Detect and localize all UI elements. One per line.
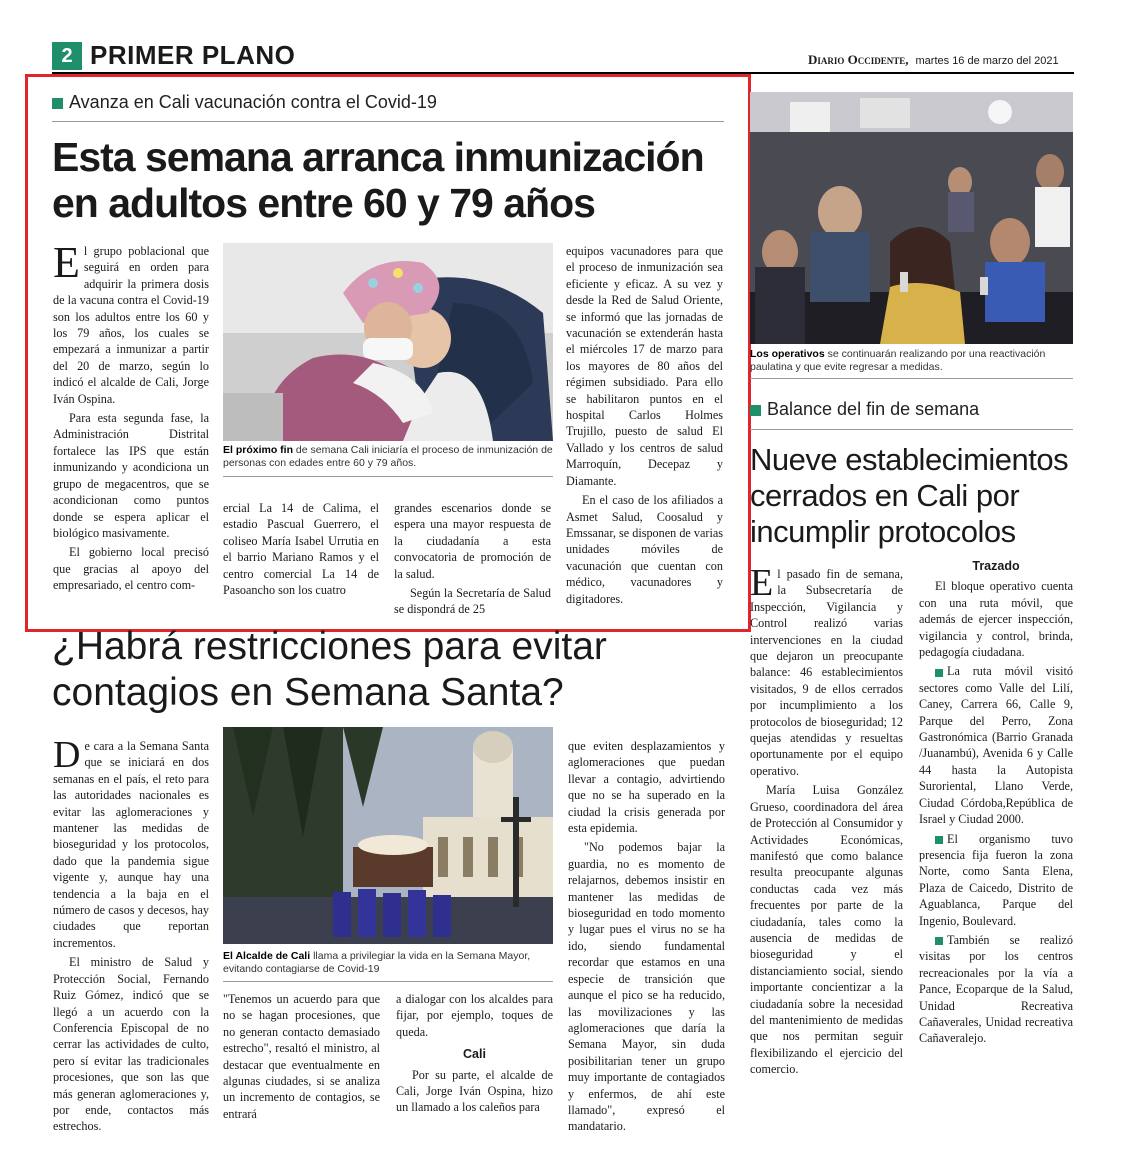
dropcap: D xyxy=(53,734,81,776)
nightclub-photo xyxy=(750,92,1073,344)
subhead-trazado: Trazado xyxy=(972,559,1020,573)
article2-caption-rule xyxy=(223,981,553,982)
bullet-square xyxy=(935,669,943,677)
dropcap: E xyxy=(750,562,774,604)
article3-kicker-rule xyxy=(750,429,1073,430)
article2-col1: De cara a la Semana Santa que se iniciará en dos semanas en el país, el reto para las autoridades nacionales es evitar las aglomeraciones y mantener las medidas de bioseguridad y los protocolos, dado que la pandemia sigue vigente y, aunque hay una tendencia a la baja en el número de casos y decesos, hay ciudades que reportan incrementos. El ministro de Salud y Protección Social, Fernando Ruiz Gómez, indicó que se llegó a un acuerdo con la Conferencia Episcopal de no cerrar las actividades de culto, pero sí evitar las tradicionales procesiones, que son las que más generan aglomeraciones y, por ende, contactos más estrechos. xyxy=(53,734,209,1134)
top-right-rule xyxy=(750,378,1073,379)
article2-col3: a dialogar con los alcaldes para fijar, por ejemplo, toques de queda. Cali Por su parte, el alcalde de Cali, Jorge Iván Ospina, hizo un llamado a los caleños para xyxy=(396,992,553,1115)
subhead-cali: Cali xyxy=(463,1047,486,1062)
page-number-badge xyxy=(52,42,82,70)
article3-kicker: Balance del fin de semana xyxy=(750,399,979,420)
article2-photo-caption: El Alcalde de Cali llama a privilegiar la vida en la Semana Mayor, evitando contagiarse de Covid-19 xyxy=(223,950,531,975)
article2-col4: que eviten desplazamientos y aglomeraciones que puedan llevar a contagio, advirtiendo que no se ha superado en la ciudad la crisis generada por esta epidemia. "No podemos bajar la guardia, no es momento de relajarnos, debemos insistir en mantener las medidas de bioseguridad en todo momento y lugar pues el virus no se ha ido, siendo fundamental recordar que estamos en una especie de transición que aunque el pico se ha reducido, las movilizaciones y las aglomeraciones que daría la Semana Mayor, sin duda posibilitarian tener un grupo muy importante de contagiados y enfermos, de ahí este llamado", expresó el mandatario. xyxy=(568,739,725,1134)
highlight-box xyxy=(25,74,751,632)
bullet-square xyxy=(935,836,943,844)
bullet-item: También se realizó visitas por los centros recreacionales por la vía a Pance, Ecoparque de la Salud, Unidad Recreativa Cañaverales, Unidad recreativa Cañaveralejo. xyxy=(919,932,1073,1046)
article1-col1: El grupo poblacional que seguirá en orden para adquirir la primera dosis de la vacuna contra el Covid-19 son los adultos entre los 60 y los 79 años, los cuales se empezará a inmunizar a partir del 20 de marzo, según lo indicó el alcalde de Cali, Jorge Iván Ospina. Para esta segunda fase, la Administración Distrital fortalece las IPS que están inmunizando y acondiciona un grupo de megacentros, que se acondicionan como puntos donde se espera aplicar el biológico masivamente. El gobierno local precisó que gracias al apoyo del empresariado, el centro com- xyxy=(53,238,209,593)
article3-col1: El pasado fin de semana, la Subsecretaría de Inspección, Vigilancia y Control realizó varias intervenciones en la ciudad que dejaron un preocupante balance: 46 establecimientos visitados, 9 de ellos cerrados por incumplimiento a los protocolos de bioseguridad; 12 quejas atendidas y resueltas oportunamente por el equipo operativo. María Luisa González Grueso, coordinadora del área de Protección al Consumidor y Actividades Económicas, manifestó que como balance resulta preocupante algunas conductas cada vez más frecuentes por parte de la ciudadanía, tales como la ausencia de medidas de bioseguridad y el distanciamiento social, siendo importante concientizar a la ciudadanía sobre la necesidad del mantenimiento de medidas que nos permitan seguir flexibilizando el ejercicio del comercio. xyxy=(750,562,903,1077)
article1-col3: grandes escenarios donde se espera una mayor respuesta de la ciudadanía a esta convocatoria de promoción de la salud. Según la Secretaría de Salud se dispondrá de 25 xyxy=(394,501,551,617)
paper-name: Diario Occidente, xyxy=(808,52,909,67)
procession-photo xyxy=(223,727,553,944)
bullet-square xyxy=(935,937,943,945)
bullet-item: El organismo tuvo presencia fija fueron la zona Norte, como Santa Elena, Plaza de Caicedo, Distrito de Aguablanca, Parque del Ingenio, Boulevard. xyxy=(919,831,1073,928)
bullet-item: La ruta móvil visitó sectores como Valle del Lilí, Caney, Carrera 66, Calle 9, Parque del Perro, Zona Gastronómica (Barrio Granada /Juanambú), Avenida 6 y Calle 44 hasta la Autopista Suroriental, Llano Verde, Ciudad Córdoba,República de Israel y Ciudad 2000. xyxy=(919,664,1073,827)
section-title: PRIMER PLANO xyxy=(90,40,296,70)
issue-date: martes 16 de marzo del 2021 xyxy=(915,55,1059,67)
article3-headline: Nueve establecimientos cerrados en Cali por incumplir protocolos xyxy=(750,442,1069,549)
article2-headline: ¿Habrá restricciones para evitar contagios en Semana Santa? xyxy=(52,625,607,714)
nightclub-photo-caption: Los operativos se continuarán realizando por una reactivación paulatina y que evite regresar a medidas. xyxy=(750,348,1046,373)
article1-headline: Esta semana arranca inmunización en adultos entre 60 y 79 años xyxy=(52,134,704,226)
dropcap: E xyxy=(53,238,80,287)
page-number: 2 xyxy=(61,45,73,67)
kicker-square xyxy=(750,405,761,416)
article3-col2: Trazado El bloque operativo cuenta con una ruta móvil, que además de ejercer inspección, vigilancia y control, brinda, pedagogía ciudadana. La ruta móvil visitó sectores como Valle del Lilí, Caney, Carrera 66, Calle 9, Parque del Perro, Zona Gastronómica (Barrio Granada /Juanambú), Avenida 6 y Calle 44 hasta la Autopista Suroriental, Llano Verde, Ciudad Córdoba,República de Israel y Ciudad 2000. El organismo tuvo presencia fija fueron la zona Norte, como Santa Elena, Plaza de Caicedo, Distrito de Aguablanca, Parque del Ingenio, Boulevard. También se realizó visitas por los centros recreacionales por la vía a Pance, Ecoparque de la Salud, Unidad Recreativa Cañaverales, Unidad recreativa Cañaveralejo. xyxy=(919,559,1073,1046)
article1-col2: ercial La 14 de Calima, el estadio Pascual Guerrero, el coliseo María Isabel Urrutia en el barrio Mariano Ramos y el centro comercial La 14 de Pasoancho son los cuatro xyxy=(223,501,379,598)
masthead xyxy=(808,52,1059,68)
article1-col4: equipos vacunadores para que el proceso de inmunización sea eficiente y eficaz. A su vez y desde la Red de Salud Oriente, se informó que las jornadas de vacunación se extenderán hasta el miércoles 17 de marzo para los mayores de 80 años del régimen subsidiado. Para ello se habilitaron puntos en el hospital Carlos Holmes Trujillo, puesto de salud El Vallado y los centros de salud Marroquín, Decepaz y Diamante. En el caso de los afiliados a Asmet Salud, Coosalud y Emssanar, se disponen de varias unidades móviles de vacunación que cuentan con médico, vacunadores y digitadores. xyxy=(566,244,723,606)
article1-photo-caption: El próximo fin de semana Cali iniciaría el proceso de inmunización de personas con edades entre 60 y 79 años. xyxy=(223,444,553,469)
article2-col2: "Tenemos un acuerdo para que no se hagan procesiones, que no generan contacto demasiado estrecho", resaltó el ministro, al destacar que eventualmente en algunas ciudades, si se analiza un incremento de contagios, se entrará xyxy=(223,992,380,1121)
article1-kicker: Avanza en Cali vacunación contra el Covid-19 xyxy=(52,92,437,113)
